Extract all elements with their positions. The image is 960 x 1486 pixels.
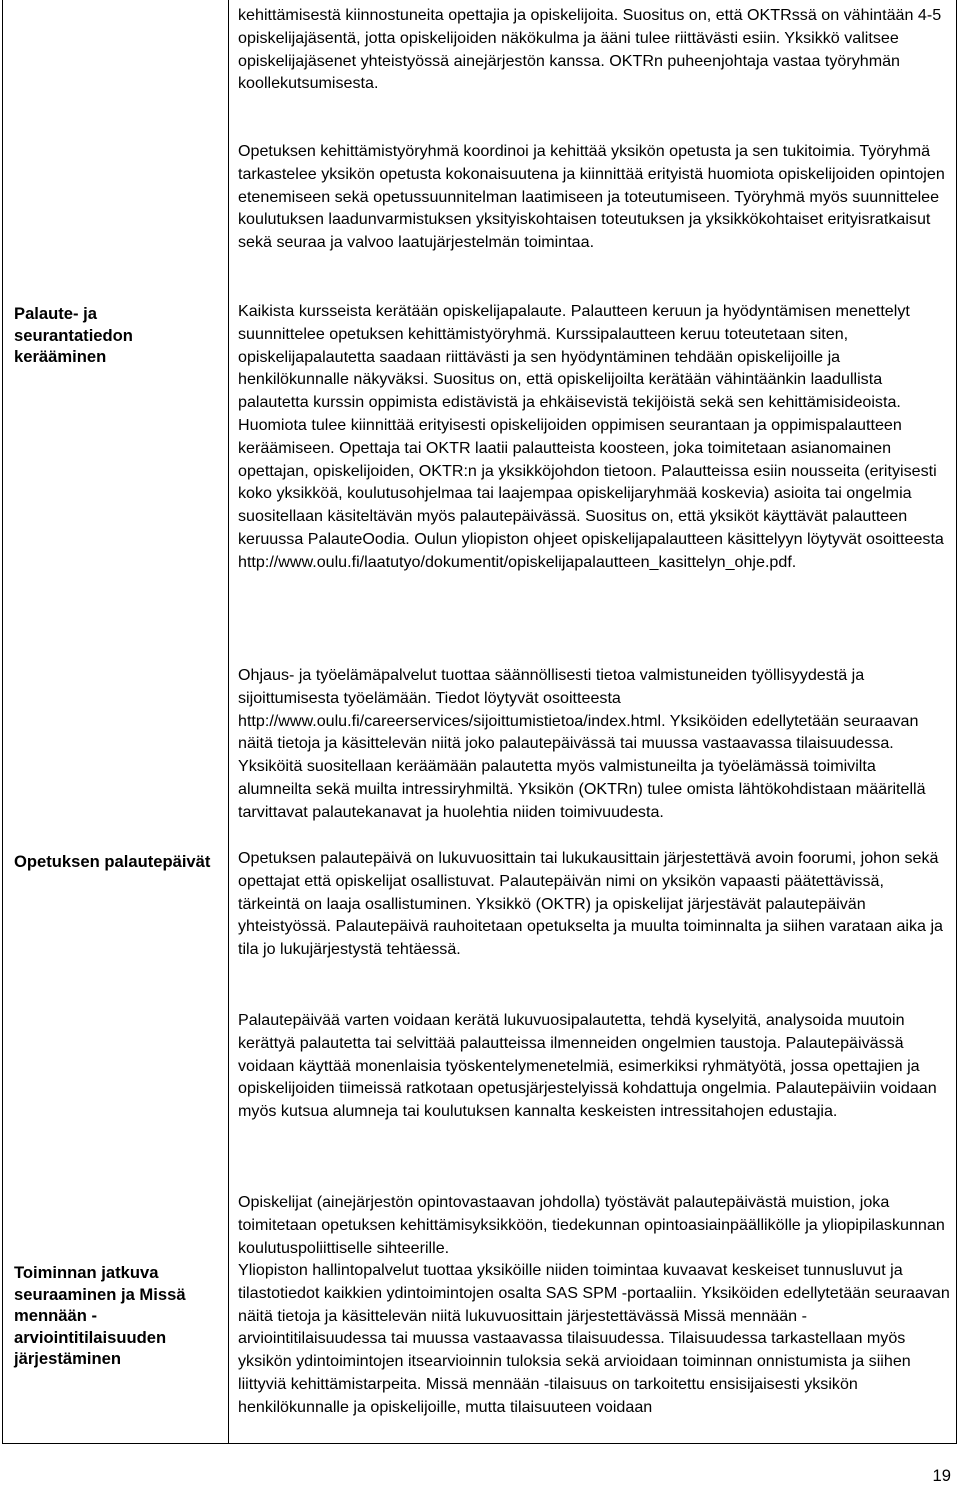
paragraph: Kaikista kursseista kerätään opiskelijapalaute. Palautteen keruun ja hyödyntämisen menettelyt suunnittelee opetuksen kehittämistyöryhmä. Kurssipalautteen keruu toteutetaan siten, opiskelijapalautetta saadaan riittävästi ja sen hyödyntäminen tehdään opiskelijoille ja henkilökunnalle näkyväksi. Suositus on, että opiskelijoilta kerätään vähintäänkin laadullista palautetta kurssin oppimista edistävistä ja ehkäisevistä tekijöistä sekä sen kehittämisideoista. Huomiota tulee kiinnittää erityisesti opiskelijoiden oppimisen seurantaan ja oppimispalautteen keräämiseen. Opettaja tai OKTR laatii palautteista koosteen, joka toimitetaan asianomainen opettajan, opiskelijoiden, OKTR:n ja yksikköjohdon tietoon. Palautteissa esiin nousseita (erityisesti koko yksikköä, koulutusohjelmaa tai laajempaa opiskelijaryhmää koskevia) asioita tai ongelmia suositellaan käsiteltävän myös palautepäivässä. Suositus on, että yksiköt käyttävät palautteen keruussa PalauteOodia. Oulun yliopiston ohjeet opiskelijapalautteen käsittelyyn löytyvät osoitteesta http://www.oulu.fi/laatutyo/dokumentit/opiskelijapalautteen_kasittelyn_ohje.pdf. [238,302,944,571]
paragraph: Opetuksen kehittämistyöryhmä koordinoi ja kehittää yksikön opetusta ja sen tukitoimia. Työryhmä tarkastelee yksikön opetusta kokonaisuutena ja kiinnittää erityistä huomiota opiskelijoiden opintojen etenemiseen sekä opetussuunnitelman laatimiseen ja toteutumiseen. Työryhmä myös suunnittelee koulutuksen laadunvarmistuksen yksityiskohtaisen toteutuksen ja yksikkökohtaiset erityisratkaisut sekä seuraa ja valvoo laatujärjestelmän toimintaa. [238,142,945,252]
paragraph: Yliopiston hallintopalvelut tuottaa yksiköille niiden toimintaa kuvaavat keskeiset tunnusluvut ja tilastotiedot kaikkien ydintoimintojen osalta SAS SPM -portaaliin. Yksiköiden edellytetään seuraavan näitä tietoja ja käsittelevän niitä lukuvuosittain järjestettävässä Missä mennään -arviointitilaisuudessa tai muussa vastaavassa tilaisuudessa. Tilaisuudessa tarkastellaan myös yksikön ydintoimintojen itsearvioinnin tuloksia sekä arvioidaan toiminnan onnistumista ja siihen liittyviä kehittämistarpeita. Missä mennään -tilaisuus on tarkoitettu ensisijaisesti yksikön henkilökunnalle ja opiskelijoille, mutta tilaisuuteen voidaan [238,1261,950,1416]
cell-intro-text [238,4,950,95]
column-divider [228,0,229,1443]
cell-seuraaminen-text [238,1259,950,1419]
cell-oktr-text [238,140,950,254]
cell-palautepaiva-text [238,847,950,961]
paragraph: Opiskelijat (ainejärjestön opintovastaavan johdolla) työstävät palautepäivästä muistion, joka toimitetaan opetuksen kehittämisyksikköön, tiedekunnan opintoasiainpäällikölle ja yliopipilaskunnan koulutuspoliittiselle sihteerille. [238,1193,945,1257]
row-label-palautepaivat: Opetuksen palautepäivät [14,852,211,871]
row-label-toiminnan-seuraaminen: Toiminnan jatkuva seuraaminen ja Missä mennään -arviointitilaisuuden järjestäminen [14,1263,186,1368]
page-number: 19 [932,1466,951,1485]
cell-palaute-text [238,300,950,574]
paragraph: Ohjaus- ja työelämäpalvelut tuottaa säännöllisesti tietoa valmistuneiden työllisyydestä ja sijoittumisesta työelämään. Tiedot löytyvät osoitteesta http://www.oulu.fi/careerservices/sijoittumistietoa/index.html. Yksiköiden edellytetään seuraavan näitä tietoja ja käsittelevän niitä joko palautepäivässä tai muussa vastaavassa tilaisuudessa. Yksiköitä suositellaan keräämään palautetta myös valmistuneilta ja työelämässä toimivilta alumneilta sekä muilta intressiryhmiltä. Yksikön (OKTRn) tulee omista lähtökohdistaan määritellä tarvittavat palautekanavat ja huolehtia niiden toimivuudesta. [238,666,926,821]
cell-muistio-text [238,1191,950,1259]
document-table [2,0,957,1444]
paragraph: kehittämisestä kiinnostuneita opettajia ja opiskelijoita. Suositus on, että OKTRssä on vähintään 4-5 opiskelijajäsentä, jotta opiskelijoiden näkökulma ja ääni tulee riittävästi esiin. Yksikkö valitsee opiskelijajäsenet yhteistyössä ainejärjestön kanssa. OKTRn puheenjohtaja vastaa työryhmän koollekutsumisesta. [238,6,942,93]
paragraph: Palautepäivää varten voidaan kerätä lukuvuosipalautetta, tehdä kyselyitä, analysoida muutoin kerättyä palautetta tai selvittää palautteissa ilmenneiden ongelmien taustoja. Palautepäivässä voidaan käyttää monenlaisia työskentelymenetelmiä, esimerkiksi ryhmätyötä, jossa opettajien ja opiskelijoiden tiimeissä ratkotaan opetusjärjestelyissä kohdattuja ongelmia. Palautepäiviin voidaan myös kutsua alumneja tai koulutuksen kannalta keskeisten intressitahojen edustajia. [238,1011,937,1121]
cell-tyoelama-text [238,664,950,824]
cell-palautepaiva-menetelmat [238,1009,950,1123]
paragraph: Opetuksen palautepäivä on lukuvuosittain tai lukukausittain järjestettävä avoin foorumi, johon sekä opettajat että opiskelijat osallistuvat. Palautepäivän nimi on yksikön vapaasti päätettävissä, tärkeintä on laaja osallistuminen. Yksikkö (OKTR) ja opiskelijat järjestävät palautepäivän yhteistyössä. Palautepäivä rauhoitetaan opetukselta ja muulta toiminnalta ja siihen varataan aika ja tila jo lukujärjestystä tehtäessä. [238,849,943,959]
row-label-palaute: Palaute- ja seurantatiedon kerääminen [14,304,133,366]
